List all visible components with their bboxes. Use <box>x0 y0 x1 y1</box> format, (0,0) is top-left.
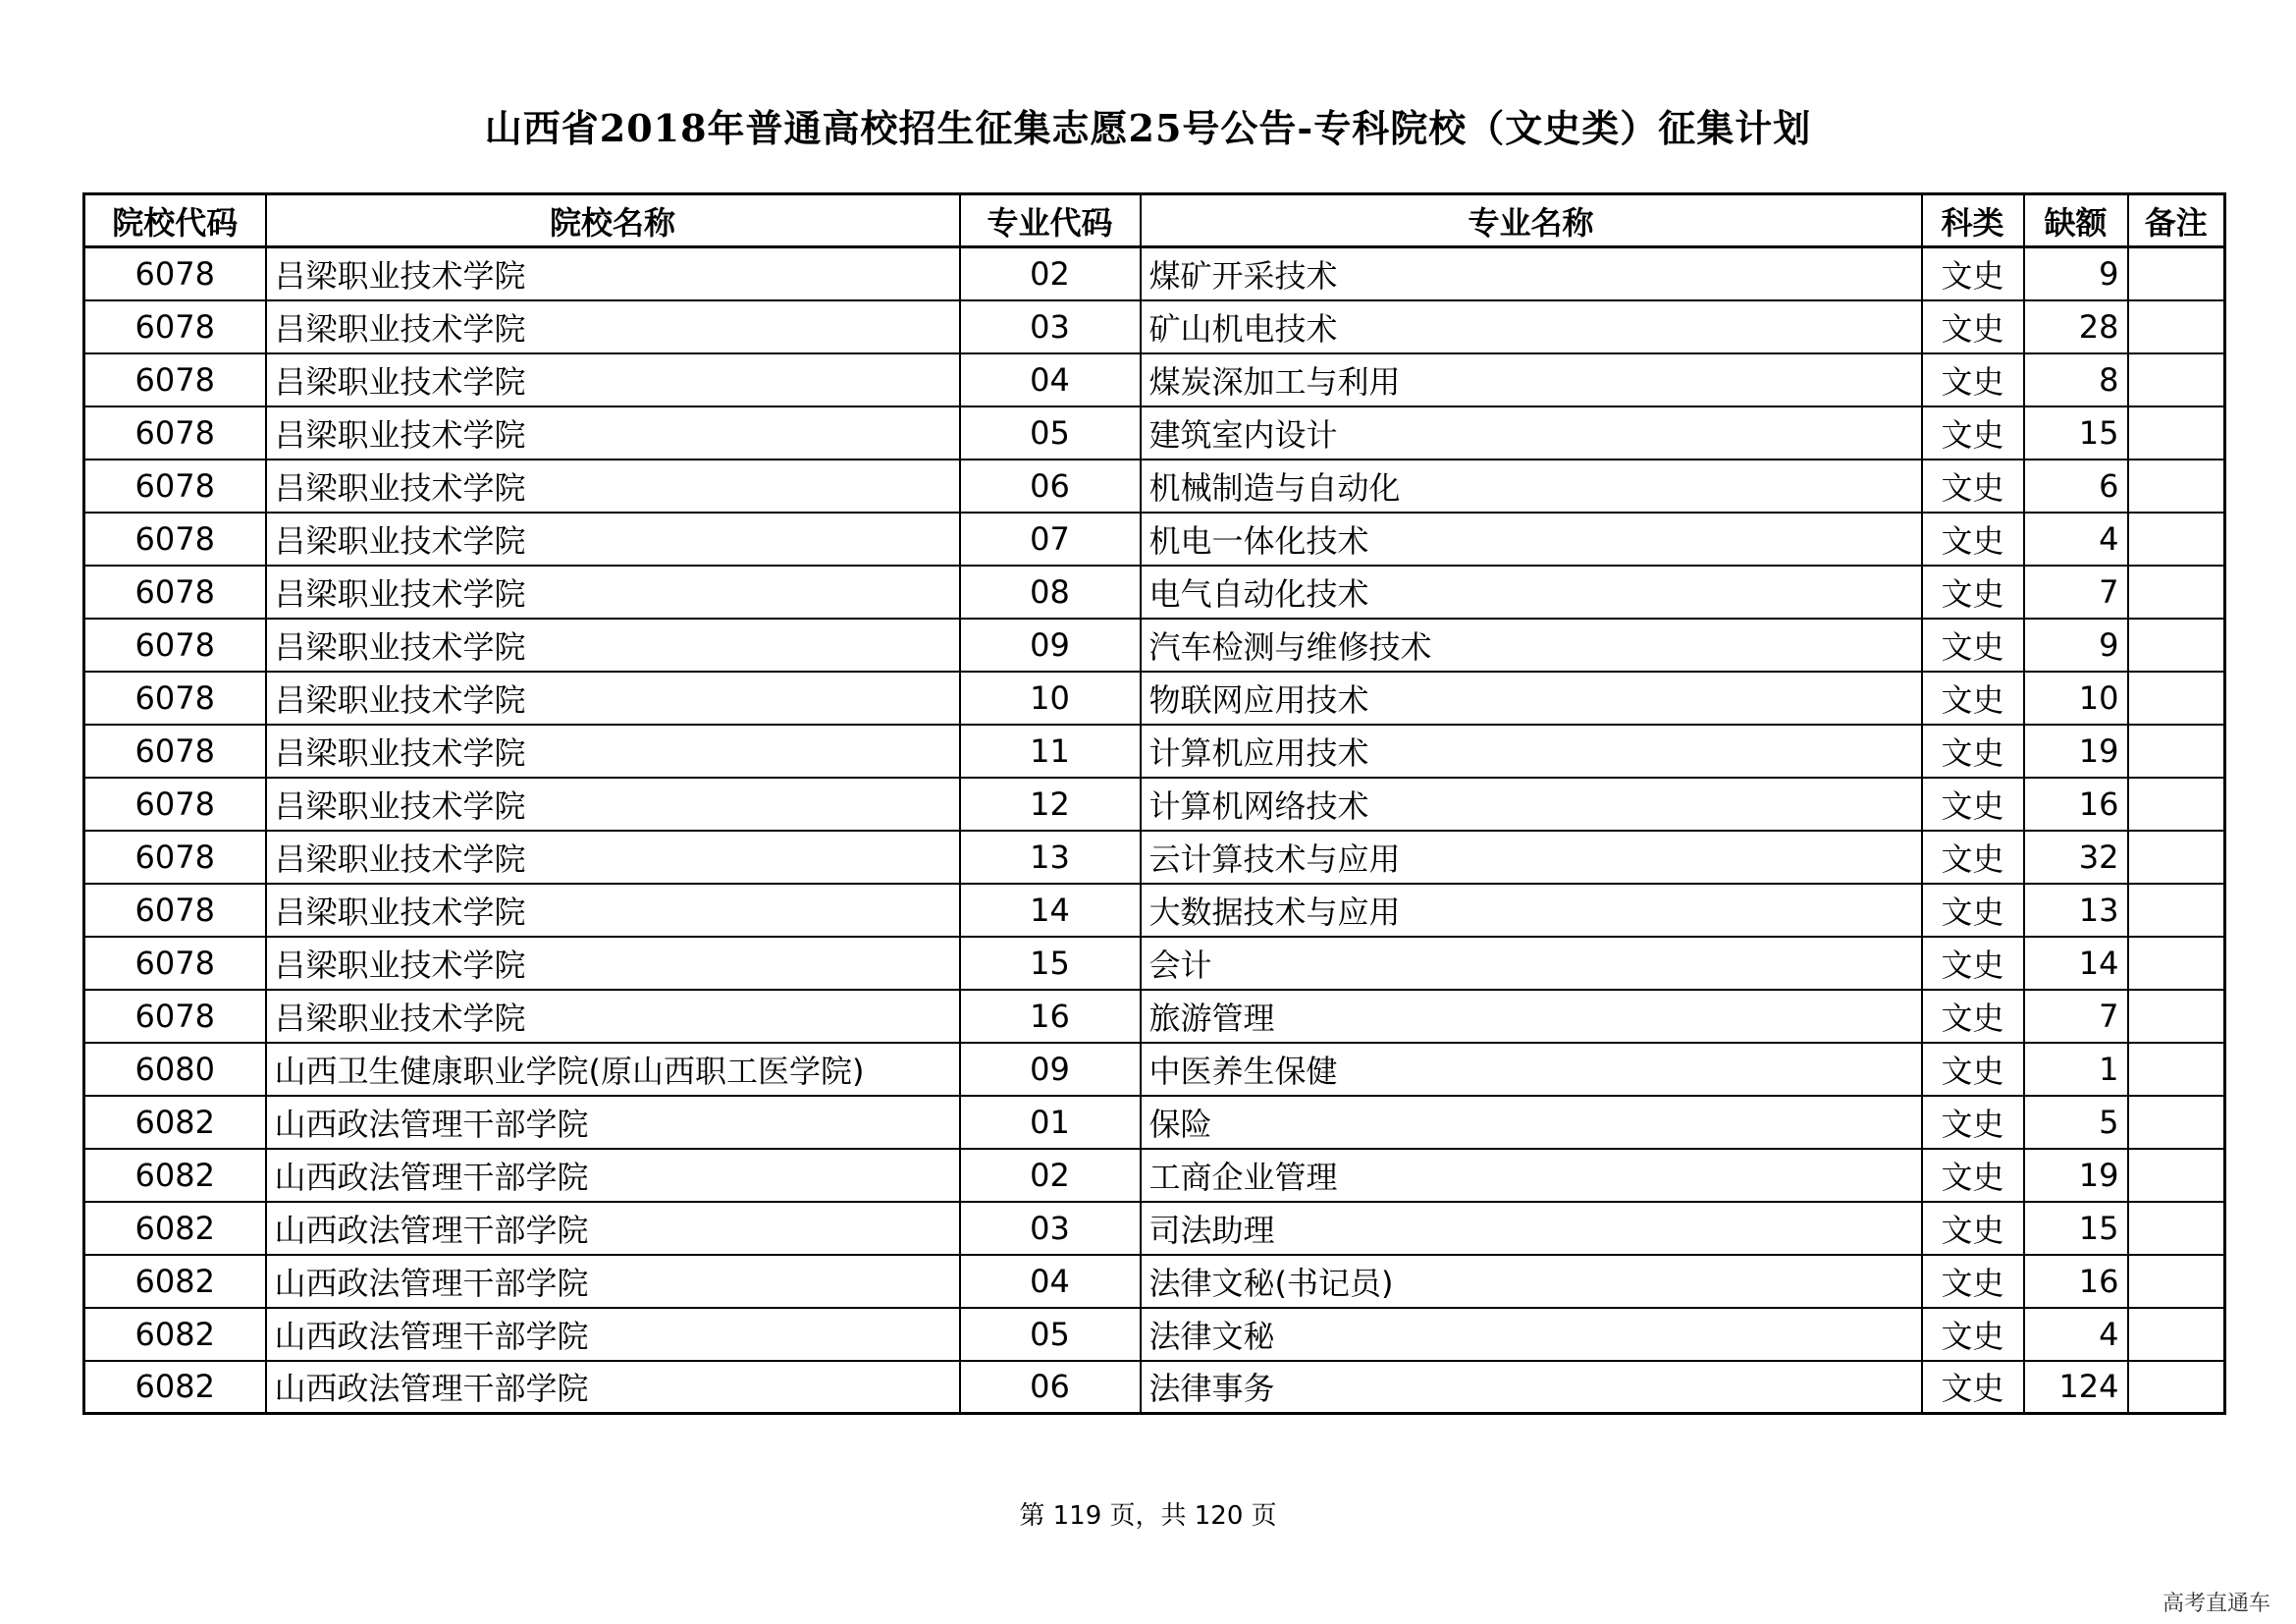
vacancy-cell: 7 <box>2024 990 2128 1043</box>
major-code-cell: 02 <box>960 1149 1141 1202</box>
remarks-cell <box>2128 1361 2225 1414</box>
school-name-cell: 山西政法管理干部学院 <box>266 1096 960 1149</box>
remarks-cell <box>2128 1308 2225 1361</box>
category-cell: 文史 <box>1922 884 2024 937</box>
school-name-cell: 山西政法管理干部学院 <box>266 1361 960 1414</box>
remarks-cell <box>2128 1255 2225 1308</box>
school-name-cell: 吕梁职业技术学院 <box>266 566 960 619</box>
school-code-cell: 6078 <box>84 300 266 353</box>
school-name-cell: 吕梁职业技术学院 <box>266 619 960 672</box>
school-name-cell: 山西政法管理干部学院 <box>266 1149 960 1202</box>
vacancy-cell: 9 <box>2024 247 2128 300</box>
major-name-cell: 会计 <box>1141 937 1922 990</box>
major-name-cell: 旅游管理 <box>1141 990 1922 1043</box>
remarks-cell <box>2128 1202 2225 1255</box>
major-name-cell: 法律文秘 <box>1141 1308 1922 1361</box>
category-cell: 文史 <box>1922 725 2024 778</box>
major-name-cell: 机电一体化技术 <box>1141 513 1922 566</box>
vacancy-cell: 5 <box>2024 1096 2128 1149</box>
category-cell: 文史 <box>1922 1202 2024 1255</box>
major-name-cell: 法律文秘(书记员) <box>1141 1255 1922 1308</box>
vacancy-cell: 16 <box>2024 778 2128 831</box>
school-code-cell: 6078 <box>84 672 266 725</box>
major-name-cell: 司法助理 <box>1141 1202 1922 1255</box>
table-row <box>84 725 2225 778</box>
major-code-cell: 04 <box>960 353 1141 406</box>
major-code-cell: 06 <box>960 1361 1141 1414</box>
table-row <box>84 353 2225 406</box>
category-cell: 文史 <box>1922 460 2024 513</box>
table-row <box>84 1255 2225 1308</box>
remarks-cell <box>2128 778 2225 831</box>
major-code-cell: 09 <box>960 619 1141 672</box>
table-row <box>84 778 2225 831</box>
major-code-cell: 03 <box>960 1202 1141 1255</box>
school-name-cell: 吕梁职业技术学院 <box>266 513 960 566</box>
major-code-cell: 06 <box>960 460 1141 513</box>
category-cell: 文史 <box>1922 300 2024 353</box>
school-code-cell: 6078 <box>84 778 266 831</box>
category-cell: 文史 <box>1922 990 2024 1043</box>
remarks-cell <box>2128 884 2225 937</box>
table-row <box>84 1149 2225 1202</box>
school-code-cell: 6082 <box>84 1096 266 1149</box>
major-code-cell: 10 <box>960 672 1141 725</box>
header-row <box>84 194 2225 247</box>
major-name-cell: 云计算技术与应用 <box>1141 831 1922 884</box>
major-name-cell: 计算机网络技术 <box>1141 778 1922 831</box>
school-name-cell: 山西卫生健康职业学院(原山西职工医学院) <box>266 1043 960 1096</box>
major-code-cell: 05 <box>960 406 1141 460</box>
remarks-cell <box>2128 513 2225 566</box>
major-name-cell: 汽车检测与维修技术 <box>1141 619 1922 672</box>
school-name-cell: 吕梁职业技术学院 <box>266 831 960 884</box>
watermark: 高考直通车 <box>2162 1592 2270 1616</box>
major-name-cell: 计算机应用技术 <box>1141 725 1922 778</box>
category-cell: 文史 <box>1922 778 2024 831</box>
category-cell: 文史 <box>1922 406 2024 460</box>
table-row <box>84 1202 2225 1255</box>
category-cell: 文史 <box>1922 1096 2024 1149</box>
table-row <box>84 460 2225 513</box>
remarks-cell <box>2128 937 2225 990</box>
school-name-cell: 吕梁职业技术学院 <box>266 672 960 725</box>
vacancy-cell: 14 <box>2024 937 2128 990</box>
vacancy-cell: 6 <box>2024 460 2128 513</box>
school-name-cell: 吕梁职业技术学院 <box>266 990 960 1043</box>
major-name-cell: 法律事务 <box>1141 1361 1922 1414</box>
major-name-cell: 中医养生保健 <box>1141 1043 1922 1096</box>
major-name-cell: 建筑室内设计 <box>1141 406 1922 460</box>
major-name-cell: 电气自动化技术 <box>1141 566 1922 619</box>
category-cell: 文史 <box>1922 1149 2024 1202</box>
table-row <box>84 1096 2225 1149</box>
major-code-cell: 11 <box>960 725 1141 778</box>
major-name-cell: 工商企业管理 <box>1141 1149 1922 1202</box>
vacancy-cell: 9 <box>2024 619 2128 672</box>
school-code-cell: 6082 <box>84 1361 266 1414</box>
vacancy-cell: 10 <box>2024 672 2128 725</box>
remarks-cell <box>2128 619 2225 672</box>
header-category: 科类 <box>1922 194 2024 247</box>
major-name-cell: 大数据技术与应用 <box>1141 884 1922 937</box>
school-code-cell: 6078 <box>84 247 266 300</box>
school-code-cell: 6078 <box>84 353 266 406</box>
table-row <box>84 1308 2225 1361</box>
table-row <box>84 619 2225 672</box>
category-cell: 文史 <box>1922 619 2024 672</box>
vacancy-cell: 16 <box>2024 1255 2128 1308</box>
vacancy-cell: 7 <box>2024 566 2128 619</box>
school-code-cell: 6078 <box>84 831 266 884</box>
remarks-cell <box>2128 672 2225 725</box>
school-name-cell: 吕梁职业技术学院 <box>266 778 960 831</box>
header-vacancy: 缺额 <box>2024 194 2128 247</box>
major-name-cell: 煤炭深加工与利用 <box>1141 353 1922 406</box>
major-name-cell: 机械制造与自动化 <box>1141 460 1922 513</box>
school-code-cell: 6078 <box>84 513 266 566</box>
vacancy-cell: 19 <box>2024 725 2128 778</box>
table-row <box>84 1043 2225 1096</box>
school-name-cell: 吕梁职业技术学院 <box>266 353 960 406</box>
major-name-cell: 矿山机电技术 <box>1141 300 1922 353</box>
category-cell: 文史 <box>1922 1308 2024 1361</box>
school-name-cell: 吕梁职业技术学院 <box>266 460 960 513</box>
vacancy-cell: 1 <box>2024 1043 2128 1096</box>
remarks-cell <box>2128 831 2225 884</box>
school-code-cell: 6082 <box>84 1202 266 1255</box>
category-cell: 文史 <box>1922 566 2024 619</box>
vacancy-cell: 8 <box>2024 353 2128 406</box>
major-name-cell: 物联网应用技术 <box>1141 672 1922 725</box>
category-cell: 文史 <box>1922 1255 2024 1308</box>
remarks-cell <box>2128 353 2225 406</box>
major-name-cell: 煤矿开采技术 <box>1141 247 1922 300</box>
remarks-cell <box>2128 460 2225 513</box>
major-code-cell: 02 <box>960 247 1141 300</box>
vacancy-cell: 15 <box>2024 1202 2128 1255</box>
remarks-cell <box>2128 300 2225 353</box>
school-name-cell: 吕梁职业技术学院 <box>266 937 960 990</box>
category-cell: 文史 <box>1922 1043 2024 1096</box>
school-name-cell: 吕梁职业技术学院 <box>266 725 960 778</box>
school-code-cell: 6078 <box>84 725 266 778</box>
category-cell: 文史 <box>1922 247 2024 300</box>
vacancy-cell: 28 <box>2024 300 2128 353</box>
table-row <box>84 513 2225 566</box>
table-row <box>84 247 2225 300</box>
table-row <box>84 406 2225 460</box>
school-code-cell: 6082 <box>84 1255 266 1308</box>
school-name-cell: 山西政法管理干部学院 <box>266 1202 960 1255</box>
vacancy-cell: 4 <box>2024 1308 2128 1361</box>
table-row <box>84 884 2225 937</box>
page-title: 山西省2018年普通高校招生征集志愿25号公告-专科院校（文史类）征集计划 <box>484 106 1812 150</box>
table-row <box>84 990 2225 1043</box>
category-cell: 文史 <box>1922 831 2024 884</box>
school-code-cell: 6078 <box>84 460 266 513</box>
school-code-cell: 6078 <box>84 884 266 937</box>
header-major-name: 专业名称 <box>1141 194 1922 247</box>
category-cell: 文史 <box>1922 353 2024 406</box>
school-name-cell: 山西政法管理干部学院 <box>266 1255 960 1308</box>
school-name-cell: 山西政法管理干部学院 <box>266 1308 960 1361</box>
major-code-cell: 16 <box>960 990 1141 1043</box>
remarks-cell <box>2128 247 2225 300</box>
table-row <box>84 937 2225 990</box>
major-code-cell: 07 <box>960 513 1141 566</box>
page-footer: 第 119 页，共 120 页 <box>1019 1501 1277 1531</box>
category-cell: 文史 <box>1922 513 2024 566</box>
major-code-cell: 05 <box>960 1308 1141 1361</box>
remarks-cell <box>2128 566 2225 619</box>
table-row <box>84 300 2225 353</box>
major-code-cell: 13 <box>960 831 1141 884</box>
school-code-cell: 6078 <box>84 566 266 619</box>
major-code-cell: 03 <box>960 300 1141 353</box>
vacancy-cell: 15 <box>2024 406 2128 460</box>
header-school-code: 院校代码 <box>84 194 266 247</box>
table-row <box>84 566 2225 619</box>
remarks-cell <box>2128 990 2225 1043</box>
school-code-cell: 6078 <box>84 619 266 672</box>
school-code-cell: 6082 <box>84 1308 266 1361</box>
major-name-cell: 保险 <box>1141 1096 1922 1149</box>
school-name-cell: 吕梁职业技术学院 <box>266 300 960 353</box>
category-cell: 文史 <box>1922 937 2024 990</box>
category-cell: 文史 <box>1922 1361 2024 1414</box>
school-code-cell: 6078 <box>84 406 266 460</box>
school-code-cell: 6082 <box>84 1149 266 1202</box>
major-code-cell: 12 <box>960 778 1141 831</box>
vacancy-cell: 32 <box>2024 831 2128 884</box>
remarks-cell <box>2128 725 2225 778</box>
school-code-cell: 6080 <box>84 1043 266 1096</box>
table-row <box>84 1361 2225 1414</box>
category-cell: 文史 <box>1922 672 2024 725</box>
plan-table <box>82 192 2226 1415</box>
school-name-cell: 吕梁职业技术学院 <box>266 406 960 460</box>
remarks-cell <box>2128 1096 2225 1149</box>
vacancy-cell: 4 <box>2024 513 2128 566</box>
header-major-code: 专业代码 <box>960 194 1141 247</box>
major-code-cell: 08 <box>960 566 1141 619</box>
school-code-cell: 6078 <box>84 937 266 990</box>
header-remarks: 备注 <box>2128 194 2225 247</box>
header-school-name: 院校名称 <box>266 194 960 247</box>
remarks-cell <box>2128 1043 2225 1096</box>
major-code-cell: 09 <box>960 1043 1141 1096</box>
vacancy-cell: 13 <box>2024 884 2128 937</box>
school-name-cell: 吕梁职业技术学院 <box>266 884 960 937</box>
table-row <box>84 831 2225 884</box>
major-code-cell: 01 <box>960 1096 1141 1149</box>
vacancy-cell: 124 <box>2024 1361 2128 1414</box>
school-name-cell: 吕梁职业技术学院 <box>266 247 960 300</box>
vacancy-cell: 19 <box>2024 1149 2128 1202</box>
table-row <box>84 672 2225 725</box>
school-code-cell: 6078 <box>84 990 266 1043</box>
major-code-cell: 14 <box>960 884 1141 937</box>
remarks-cell <box>2128 1149 2225 1202</box>
remarks-cell <box>2128 406 2225 460</box>
major-code-cell: 15 <box>960 937 1141 990</box>
major-code-cell: 04 <box>960 1255 1141 1308</box>
